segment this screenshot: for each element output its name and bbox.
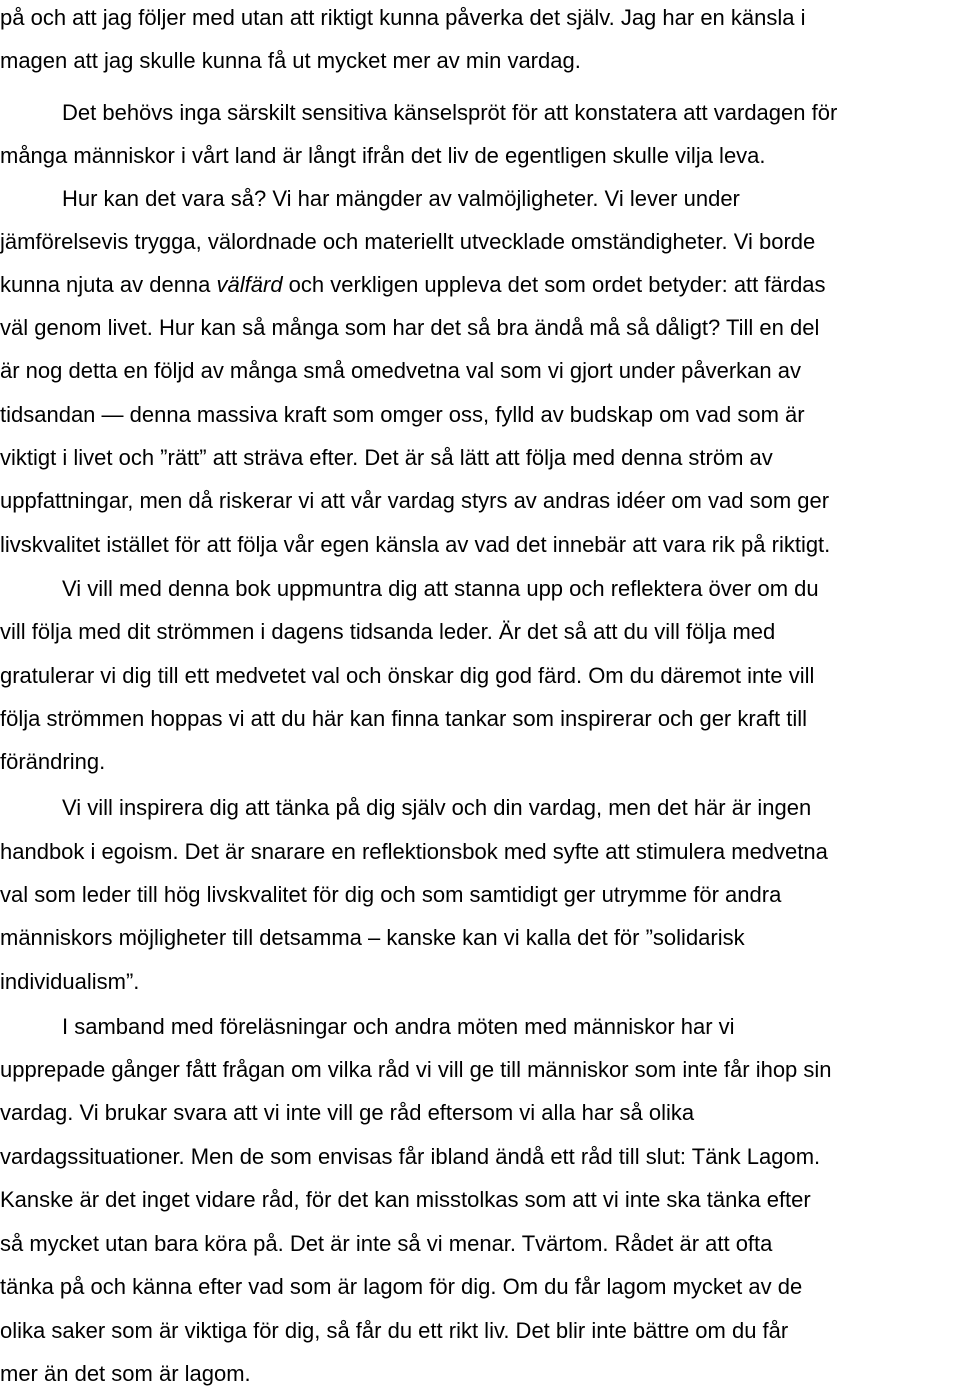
text-line: vardag. Vi brukar svara att vi inte vill ge råd eftersom vi alla har så olika	[0, 1100, 695, 1125]
text-line: följa strömmen hoppas vi att du här kan finna tankar som inspirerar och ger kraft till	[0, 706, 808, 731]
text-line: tidsandan — denna massiva kraft som omger oss, fylld av budskap om vad som är	[0, 402, 805, 427]
paragraph-first-line: Det behövs inga särskilt sensitiva känselspröt för att konstatera att vardagen för	[62, 100, 838, 125]
text-run: kunna njuta av denna	[0, 272, 217, 297]
text-line: tänka på och känna efter vad som är lagom för dig. Om du får lagom mycket av de	[0, 1274, 803, 1299]
text-line: uppfattningar, men då riskerar vi att vår vardag styrs av andras idéer om vad som ger	[0, 488, 830, 513]
text-line: individualism”.	[0, 969, 140, 994]
text-line: vardagssituationer. Men de som envisas får ibland ändå ett råd till slut: Tänk Lagom.	[0, 1144, 821, 1169]
text-line: olika saker som är viktiga för dig, så får du ett rikt liv. Det blir inte bättre om du får	[0, 1318, 789, 1343]
text-line: livskvalitet istället för att följa vår egen känsla av vad det innebär att vara rik på riktigt.	[0, 532, 831, 557]
text-line: viktigt i livet och ”rätt” att sträva efter. Det är så lätt att följa med denna ström av	[0, 445, 773, 470]
text-line: vill följa med dit strömmen i dagens tidsanda leder. Är det så att du vill följa med	[0, 619, 776, 644]
text-line	[0, 270, 826, 300]
text-line: val som leder till hög livskvalitet för dig och som samtidigt ger utrymme för andra	[0, 882, 782, 907]
text-line: förändring.	[0, 749, 106, 774]
text-line: människors möjligheter till detsamma – kanske kan vi kalla det för ”solidarisk	[0, 925, 745, 950]
text-line: på och att jag följer med utan att riktigt kunna påverka det själv. Jag har en känsla i	[0, 5, 806, 30]
text-line: Hur kan det vara så? Vi har mängder av valmöjligheter. Vi lever under	[62, 186, 740, 211]
text-line: magen att jag skulle kunna få ut mycket mer av min vardag.	[0, 48, 581, 73]
emphasized-word: välfärd	[216, 272, 283, 297]
text-line: många människor i vårt land är långt ifrån det liv de egentligen skulle vilja leva.	[0, 143, 766, 168]
text-line: är nog detta en följd av många små omedvetna val som vi gjort under påverkan av	[0, 358, 802, 383]
text-line: gratulerar vi dig till ett medvetet val och önskar dig god färd. Om du däremot inte vill	[0, 663, 815, 688]
text-run: och verkligen uppleva det som ordet betyder: att färdas	[282, 272, 826, 297]
text-line: jämförelsevis trygga, välordnade och materiellt utvecklade omständigheter. Vi borde	[0, 229, 816, 254]
text-line: Kanske är det inget vidare råd, för det kan misstolkas som att vi inte ska tänka efter	[0, 1187, 811, 1212]
paragraph-first-line: Vi vill med denna bok uppmuntra dig att stanna upp och reflektera över om du	[62, 576, 819, 601]
text-line: väl genom livet. Hur kan så många som har det så bra ändå må så dåligt? Till en del	[0, 315, 820, 340]
paragraph-first-line: I samband med föreläsningar och andra möten med människor har vi	[62, 1014, 735, 1039]
paragraph-first-line: Vi vill inspirera dig att tänka på dig själv och din vardag, men det här är ingen	[62, 795, 812, 820]
text-line: mer än det som är lagom.	[0, 1361, 251, 1386]
text-line: upprepade gånger fått frågan om vilka råd vi vill ge till människor som inte får ihop sin	[0, 1057, 832, 1082]
text-line: handbok i egoism. Det är snarare en reflektionsbok med syfte att stimulera medvetna	[0, 839, 828, 864]
text-line: så mycket utan bara köra på. Det är inte så vi menar. Tvärtom. Rådet är att ofta	[0, 1231, 773, 1256]
